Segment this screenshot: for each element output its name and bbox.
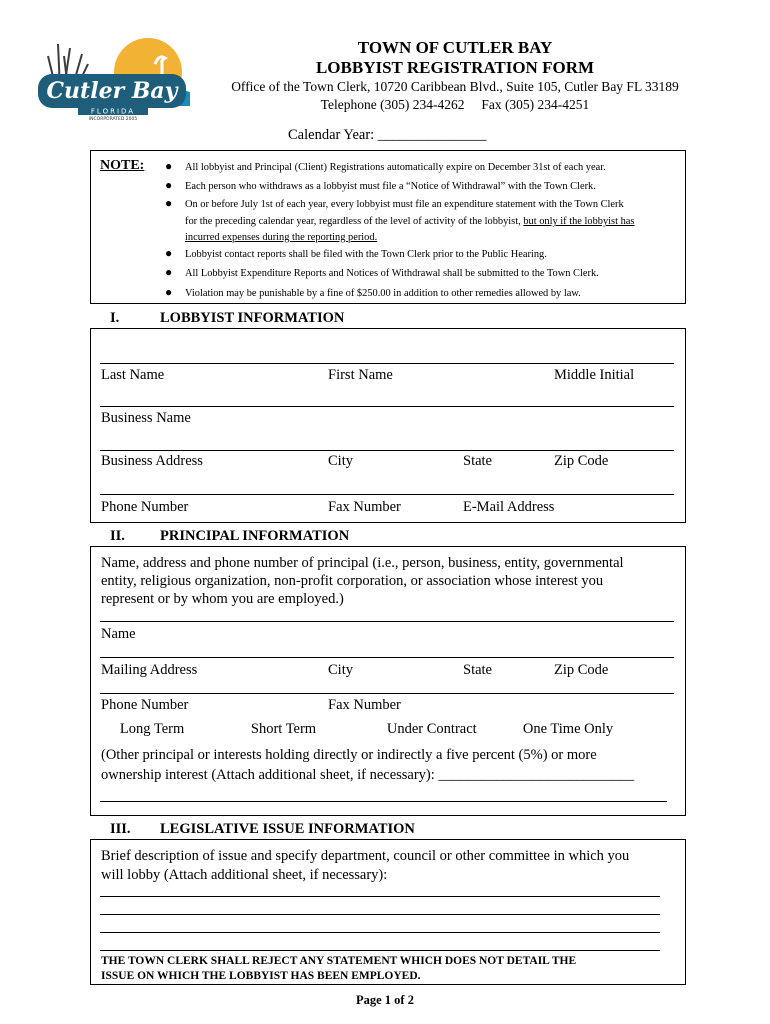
section-1-number: I.	[110, 310, 120, 326]
section-3-number: III.	[110, 821, 131, 837]
fax-label: Fax Number	[328, 499, 401, 515]
phone-line[interactable]	[100, 494, 674, 495]
under-contract-checkbox[interactable]: Under Contract	[372, 721, 462, 737]
bullet-icon: ●	[165, 285, 173, 299]
bullet-icon: ●	[165, 265, 173, 279]
section-1-title: LOBBYIST INFORMATION	[160, 310, 345, 326]
note-item: Lobbyist contact reports shall be filed with the Town Clerk prior to the Public Hearing.	[185, 249, 547, 260]
principal-zip-label: Zip Code	[554, 662, 609, 678]
rejection-warning-2: ISSUE ON WHICH THE LOBBYIST HAS BEEN EMPLOYED.	[101, 970, 421, 982]
note-underlined: but only if the lobbyist has	[523, 216, 635, 227]
note-item: Violation may be punishable by a fine of $250.00 in addition to other remedies allowed by law.	[185, 288, 581, 299]
zip-label: Zip Code	[554, 453, 609, 469]
note-underlined-cont: incurred expenses during the reporting period.	[185, 232, 378, 243]
mailing-address-line[interactable]	[100, 657, 674, 658]
issue-line-3[interactable]	[100, 932, 660, 933]
other-interest-line[interactable]	[100, 801, 667, 802]
principal-state-label: State	[463, 662, 492, 678]
issue-intro-2: will lobby (Attach additional sheet, if necessary):	[101, 867, 388, 883]
principal-city-label: City	[328, 662, 353, 678]
cutler-bay-logo	[30, 34, 200, 120]
other-interest-text-2[interactable]: ownership interest (Attach additional sheet, if necessary): ___________________________	[101, 767, 635, 783]
business-address-line[interactable]	[100, 450, 674, 451]
rejection-warning-1: THE TOWN CLERK SHALL REJECT ANY STATEMENT WHICH DOES NOT DETAIL THE	[101, 955, 577, 967]
email-label: E-Mail Address	[463, 499, 555, 515]
section-3-title: LEGISLATIVE ISSUE INFORMATION	[160, 821, 415, 837]
issue-line-4[interactable]	[100, 950, 660, 951]
business-address-label: Business Address	[101, 453, 203, 469]
note-text: for the preceding calendar year, regardless of the level of activity of the lobbyist,	[185, 216, 524, 227]
note-item: All Lobbyist Expenditure Reports and Notices of Withdrawal shall be submitted to the Town Clerk.	[185, 268, 599, 279]
business-name-label: Business Name	[101, 410, 191, 426]
note-item: On or before July 1st of each year, every lobbyist must file an expenditure statement with the Town Clerk	[185, 199, 624, 210]
middle-initial-label: Middle Initial	[554, 367, 635, 383]
business-name-line[interactable]	[100, 406, 674, 407]
mailing-address-label: Mailing Address	[101, 662, 198, 678]
bullet-icon: ●	[165, 159, 173, 173]
section-2-title: PRINCIPAL INFORMATION	[160, 528, 350, 544]
issue-line-1[interactable]	[100, 896, 660, 897]
logo-state: FLORIDA	[90, 107, 136, 116]
section-2-number: II.	[110, 528, 125, 544]
principal-intro-1: Name, address and phone number of principal (i.e., person, business, entity, governmental	[101, 555, 624, 571]
short-term-checkbox[interactable]: Short Term	[236, 721, 302, 737]
first-name-label: First Name	[328, 367, 393, 383]
principal-intro-2: entity, religious organization, non-profit corporation, or association whose interest you	[101, 573, 604, 589]
bullet-icon: ●	[165, 178, 173, 192]
title-town: TOWN OF CUTLER BAY	[357, 38, 553, 57]
city-label: City	[328, 453, 353, 469]
name-line[interactable]	[100, 363, 674, 364]
state-label: State	[463, 453, 492, 469]
bullet-icon: ●	[165, 246, 173, 260]
note-item: All lobbyist and Principal (Client) Registrations automatically expire on December 31st of each year.	[185, 162, 606, 173]
office-address: Office of the Town Clerk, 10720 Caribbean Blvd., Suite 105, Cutler Bay FL 33189	[231, 79, 679, 94]
principal-intro-3: represent or by whom you are employed.)	[101, 591, 344, 607]
note-item: Each person who withdraws as a lobbyist must file a “Notice of Withdrawal” with the Town Clerk.	[185, 181, 596, 192]
last-name-label: Last Name	[101, 367, 165, 383]
principal-fax-label: Fax Number	[328, 697, 401, 713]
principal-name-label: Name	[101, 626, 136, 642]
issue-line-2[interactable]	[100, 914, 660, 915]
issue-intro-1: Brief description of issue and specify department, council or other committee in which you	[101, 848, 630, 864]
long-term-checkbox[interactable]: Long Term	[105, 721, 170, 737]
principal-phone-line[interactable]	[100, 693, 674, 694]
other-interest-text-1: (Other principal or interests holding directly or indirectly a five percent (5%) or more	[101, 747, 597, 763]
office-phones: Telephone (305) 234-4262 Fax (305) 234-4251	[320, 97, 590, 112]
bullet-icon: ●	[165, 196, 173, 210]
one-time-only-checkbox[interactable]: One Time Only	[508, 721, 599, 737]
phone-label: Phone Number	[101, 499, 189, 515]
principal-phone-label: Phone Number	[101, 697, 189, 713]
calendar-year-field[interactable]: Calendar Year: _______________	[288, 127, 487, 143]
principal-name-line[interactable]	[100, 621, 674, 622]
page-number: Page 1 of 2	[356, 993, 414, 1007]
title-form: LOBBYIST REGISTRATION FORM	[315, 58, 595, 77]
logo-tagline: INCORPORATED 2005	[88, 117, 138, 120]
note-label: NOTE:	[100, 158, 145, 173]
logo-name: Cutler Bay	[46, 78, 178, 104]
